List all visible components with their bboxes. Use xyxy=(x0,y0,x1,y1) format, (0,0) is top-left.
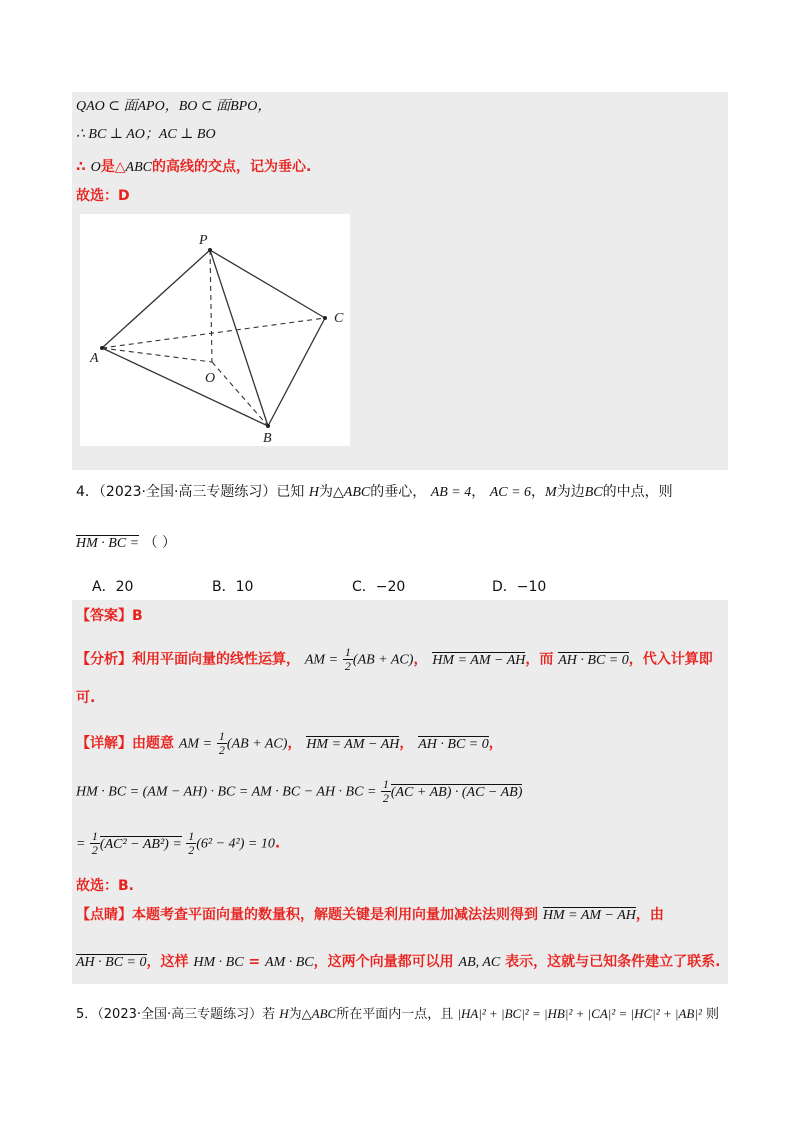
edge-po xyxy=(210,250,212,362)
label-o: O xyxy=(205,371,216,386)
edge-cb xyxy=(268,318,325,426)
solution3-line3: ∴ O是△ABC的高线的交点，记为垂心. xyxy=(76,159,312,175)
label-b: B xyxy=(263,431,272,446)
question4-stem: 4．（2023·全国·高三专题练习）已知 H为△ABC的垂心， AB = 4， AC = 6，M为边BC的中点，则 xyxy=(76,484,673,500)
edge-ac xyxy=(102,318,325,348)
answer4-detail: 【详解】由题意 AM = $\frac{1}{2}$ (AB + AC)， HM = AM − AH， AH · BC = 0， xyxy=(76,729,503,757)
option-c[interactable]: C．−20 xyxy=(352,579,406,595)
tetrahedron-diagram xyxy=(80,214,350,446)
solution3-line2: ∴ BC ⊥ AO；AC ⊥ BO xyxy=(76,127,216,142)
answer4-comment-cont: AH · BC = 0，这样 HM · BC = AM · BC，这两个向量都可以用 AB, AC 表示，这就与已知条件建立了联系. xyxy=(76,952,720,973)
option-d[interactable]: D．−10 xyxy=(492,579,547,595)
label-p: P xyxy=(199,233,208,248)
answer4-analysis: 【分析】利用平面向量的线性运算， AM = $\frac{1}{2}$ (AB + AC)， HM = AM − AH，而 AH · BC = 0，代入计算即 xyxy=(76,645,713,673)
answer4-analysis-cont: 可. xyxy=(76,690,96,706)
edge-ab xyxy=(102,348,268,426)
edge-pc xyxy=(210,250,325,318)
question5-stem: 5．（2023·全国·高三专题练习）若 H为△ABC所在平面内一点，且 |HA|² + |BC|² = |HB|² + |CA|² = |HC|² + |AB|² 则 xyxy=(76,1006,720,1022)
solution3-line1: QAO ⊂ 面APO，BO ⊂ 面BPO， xyxy=(76,99,272,114)
edge-ob xyxy=(212,362,268,426)
answer4-calc2: = $\frac{1}{2}$ (AC² − AB²) = $\frac{1}{2}$ (6² − 4²) = 10. xyxy=(76,829,281,857)
option-b[interactable]: B．10 xyxy=(212,579,254,595)
edge-pa xyxy=(102,250,210,348)
question4-expression: HM · BC = （ ） xyxy=(76,533,176,554)
tetrahedron-figure xyxy=(80,214,350,446)
option-a[interactable]: A．20 xyxy=(92,579,134,595)
edge-ao xyxy=(102,348,212,362)
answer4-choice: 故选：B. xyxy=(76,878,134,894)
answer4-calc1: HM · BC = (AM − AH) · BC = AM · BC − AH · BC = $\frac{1}{2}$ (AC + AB) · (AC − AB) xyxy=(76,777,523,805)
edge-pb xyxy=(210,250,268,426)
label-c: C xyxy=(334,311,344,326)
answer4-comment: 【点睛】本题考查平面向量的数量积，解题关键是利用向量加减法法则得到 HM = AM − AH，由 xyxy=(76,905,664,926)
solution3-choice: 故选：D xyxy=(76,188,130,204)
label-a: A xyxy=(90,351,99,366)
answer4-answer: 【答案】B xyxy=(76,608,143,624)
